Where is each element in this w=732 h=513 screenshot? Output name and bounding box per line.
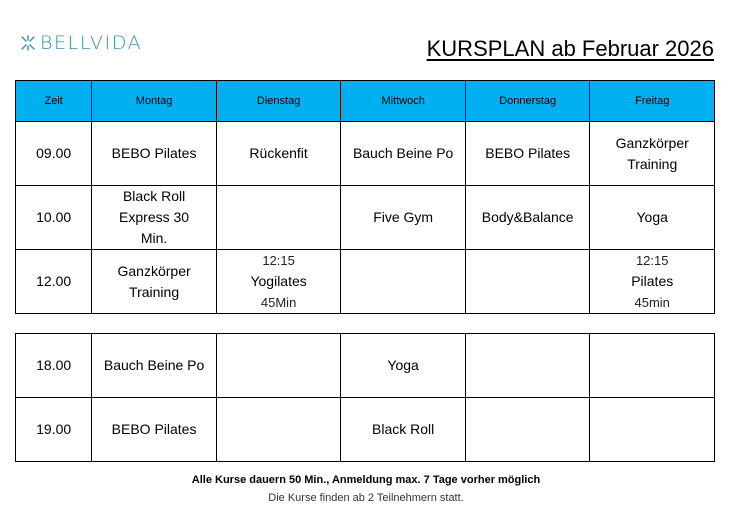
brand-name: BELLVIDA [40, 32, 143, 54]
time-cell: 10.00 [16, 186, 92, 250]
footer-note-duration: Alle Kurse dauern 50 Min., Anmeldung max. 7 Tage vorher möglich [191, 474, 541, 486]
course-cell: Yoga [590, 186, 715, 250]
header-thursday: Donnerstag [465, 81, 590, 122]
table-row [16, 186, 715, 250]
course-cell [341, 250, 466, 314]
course-duration: 45Min [260, 295, 297, 310]
course-cell [216, 250, 341, 314]
course-cell: BEBO Pilates [92, 398, 217, 462]
star-logo-icon [20, 35, 36, 51]
course-cell: Ganzkörper Training [590, 122, 715, 186]
course-cell: Bauch Beine Po [341, 122, 466, 186]
course-cell [465, 250, 590, 314]
course-cell [216, 186, 341, 250]
course-cell [216, 398, 341, 462]
time-cell: 12.00 [16, 250, 92, 314]
schedule-table [15, 80, 715, 314]
course-cell: Body&Balance [465, 186, 590, 250]
course-start-time: 12:15 [635, 253, 669, 268]
evening-schedule-table [15, 333, 715, 462]
course-cell: Five Gym [341, 186, 466, 250]
course-cell [590, 398, 715, 462]
page-title: KURSPLAN ab Februar 2026 [426, 36, 714, 61]
course-duration: 45min [634, 295, 670, 310]
table-row [16, 122, 715, 186]
header-row [16, 81, 715, 122]
course-cell [465, 334, 590, 398]
course-start-time: 12:15 [262, 253, 295, 268]
course-cell [590, 334, 715, 398]
table-row [16, 250, 715, 314]
bellvida-logo [20, 31, 142, 55]
header-monday: Montag [92, 81, 217, 122]
time-cell: 19.00 [16, 398, 92, 462]
course-cell: BEBO Pilates [92, 122, 217, 186]
course-cell: Black Roll Express 30 Min. [92, 186, 217, 250]
course-cell: BEBO Pilates [465, 122, 590, 186]
time-cell: 18.00 [16, 334, 92, 398]
course-cell [465, 398, 590, 462]
time-cell: 09.00 [16, 122, 92, 186]
header-tuesday: Dienstag [216, 81, 341, 122]
course-cell [590, 250, 715, 314]
course-cell: Black Roll [341, 398, 466, 462]
course-cell: Yoga [341, 334, 466, 398]
course-cell [216, 334, 341, 398]
table-row [16, 398, 715, 462]
course-name: Yogilates [250, 273, 307, 289]
course-cell: Bauch Beine Po [92, 334, 217, 398]
footer-note-participants: Die Kurse finden ab 2 Teilnehmern statt. [268, 492, 464, 504]
header-friday: Freitag [590, 81, 715, 122]
course-cell: Ganzkörper Training [92, 250, 217, 314]
header-wednesday: Mittwoch [341, 81, 466, 122]
table-row [16, 334, 715, 398]
course-cell: Rückenfit [216, 122, 341, 186]
course-name: Pilates [631, 273, 674, 289]
header-time: Zeit [16, 81, 92, 122]
